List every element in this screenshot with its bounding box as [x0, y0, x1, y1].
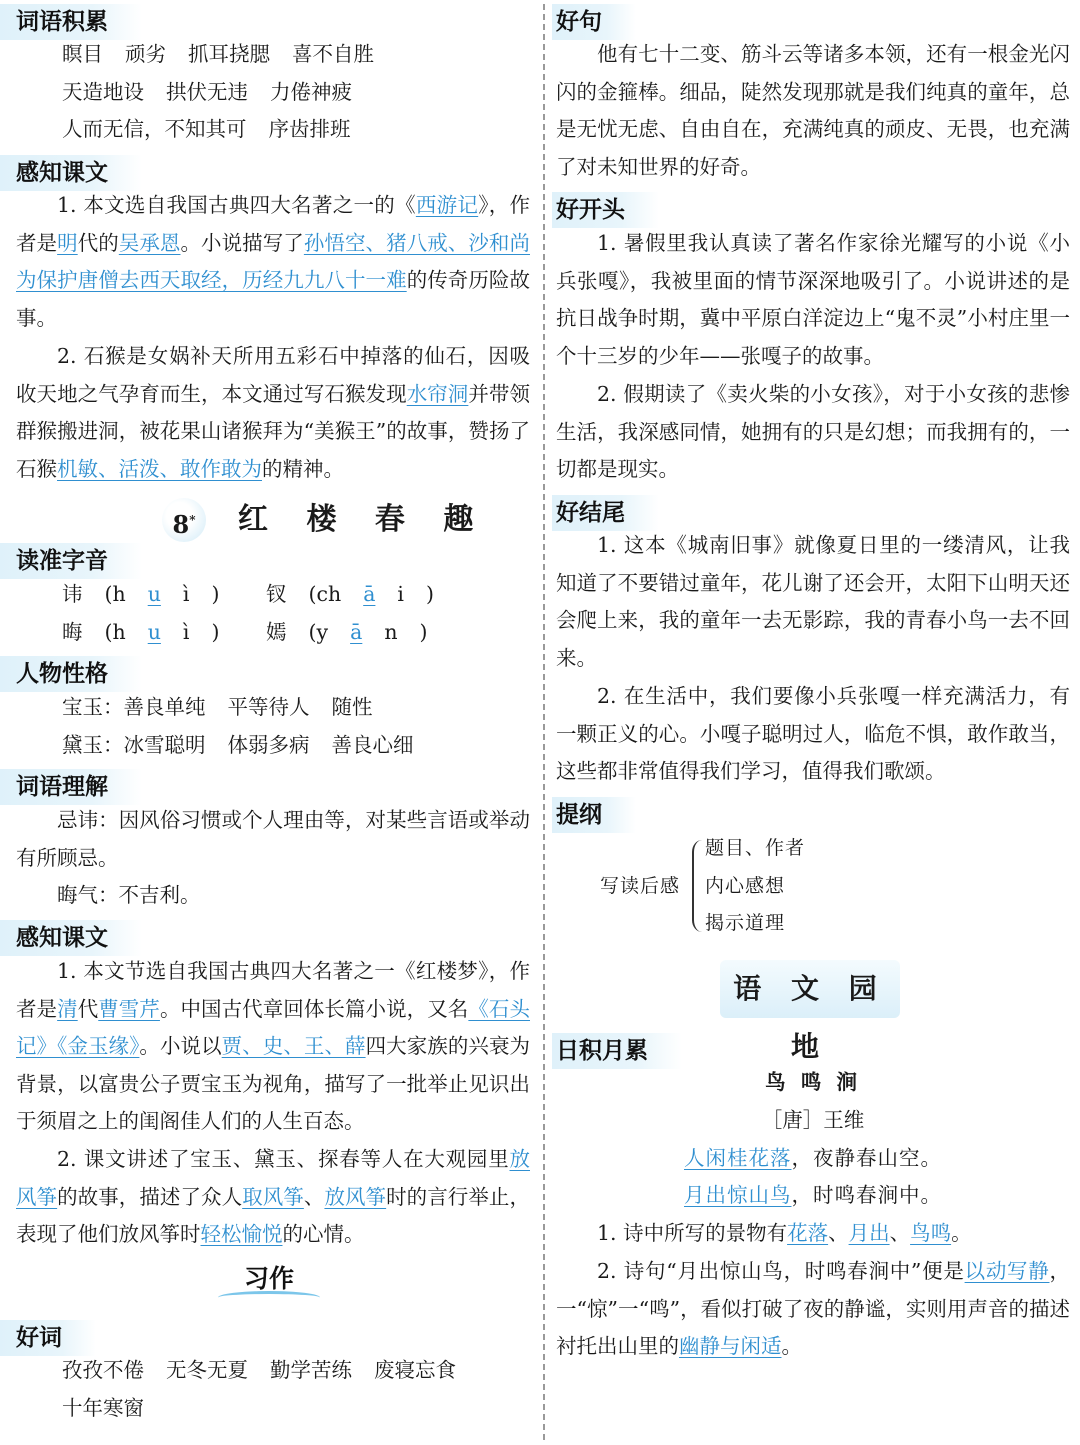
answer-highlight: 放风筝	[16, 1147, 530, 1209]
word: 十年寒窗	[62, 1395, 144, 1420]
outline-item: 题目、作者	[705, 837, 806, 859]
text: 的心情。	[282, 1222, 365, 1247]
trait: 黛玉：冰雪聪明	[62, 732, 206, 757]
section-header-renwu: 人物性格	[0, 656, 142, 692]
word-list-haoci	[62, 1352, 478, 1427]
word-row	[62, 74, 396, 112]
word: 喜不自胜	[292, 42, 374, 66]
answer-highlight: 西游记	[415, 193, 479, 217]
yuwen-yuandi-title: 语 文 园 地	[720, 960, 900, 1018]
answer-highlight: 《石头记》《金玉缘》	[16, 996, 530, 1059]
word: 人而无信，不知其可	[62, 117, 247, 142]
section-header-haojiewei: 好结尾	[552, 495, 659, 531]
paragraph-haoju: 他有七十二变、筋斗云等诸多本领，还有一根金光闪闪的金箍棒。细品，陡然发现那就是我们纯真的童年，总是无忧无虑、自由自在，充满纯真的顽皮、无畏，也充满了对未知世界的好奇。	[556, 42, 1070, 179]
paragraph-rijiyuelei-2	[556, 1253, 1070, 1366]
text: 。	[781, 1334, 802, 1359]
text: 。小说描写了	[180, 230, 304, 255]
text: 代的	[77, 230, 119, 255]
text: 并带领群猴搬进洞，被花果山诸猴拜为“美猴王”的故事，赞扬了石猴	[16, 381, 530, 481]
text: ，夜静春山空。	[791, 1146, 942, 1170]
paragraph-ganzhi-2-2	[16, 1141, 530, 1254]
pinyin-item: 钗 (ch ā i )	[266, 582, 434, 606]
character-traits-list	[62, 689, 436, 764]
paragraph-haokaitou-1: 1. 暑假里我认真读了著名作家徐光耀写的小说《小兵张嘎》，我被里面的情节深深地吸引了。小说讲述的是抗日战争时期，冀中平原白洋淀边上“鬼不灵”小村庄里一个十三岁的少年——张嘎子的故事。	[556, 231, 1070, 368]
answer-highlight: 月出惊山鸟	[684, 1183, 792, 1207]
section-header-rijiyuelei: 日积月累	[552, 1033, 682, 1069]
section-header-duzhun: 读准字音	[0, 543, 142, 579]
text: 1. 本文选自我国古典四大名著之一的《	[57, 193, 416, 217]
answer-highlight: 鸟鸣	[910, 1221, 952, 1245]
trait: 随性	[331, 695, 373, 719]
pinyin-row	[62, 614, 456, 652]
text: 2. 石猴是女娲补天所用五彩石中掉落的仙石，因吸收天地之气孕育而生，本文通过写石猴发现	[16, 344, 530, 406]
word: 无冬无夏	[166, 1358, 248, 1382]
outline-root: 写读后感	[600, 875, 681, 897]
answer-highlight: 清	[57, 996, 78, 1021]
text: 的精神。	[262, 456, 344, 481]
pinyin-highlight: ā	[363, 582, 376, 606]
pinyin: ì	[182, 619, 190, 644]
word-row	[62, 111, 396, 149]
word: 抓耳挠腮	[188, 42, 270, 66]
text: 、	[889, 1221, 911, 1245]
text: ，时鸣春涧中。	[791, 1183, 942, 1207]
column-divider	[543, 4, 545, 1440]
outline-brace	[692, 840, 704, 932]
trait-row	[62, 689, 436, 727]
text: 1. 本文节选自我国古典四大名著之一《红楼梦》，作者是	[16, 959, 530, 1021]
word-row	[62, 1352, 478, 1390]
pinyin-row	[62, 576, 456, 614]
text: 的传奇历险故事。	[16, 268, 530, 330]
trait: 宝玉：善良单纯	[62, 695, 206, 719]
pinyin: i	[397, 582, 404, 606]
text: 。小说以	[139, 1034, 222, 1059]
text: 。	[951, 1221, 972, 1245]
answer-highlight: 吴承恩	[118, 230, 181, 255]
word: 瞑目	[62, 42, 103, 66]
word-row	[62, 36, 396, 74]
paragraph-haokaitou-2: 2. 假期读了《卖火柴的小女孩》，对于小女孩的悲惨生活，我深感同情，她拥有的只是幻想；而我拥有的，一切都是现实。	[556, 382, 1070, 482]
word: 顽劣	[125, 42, 166, 66]
word: 拱伏无违	[166, 79, 248, 104]
answer-highlight: 贾、史、王、薛	[221, 1034, 366, 1059]
paragraph-haojiewei-1: 1. 这本《城南旧事》就像夏日里的一缕清风，让我知道了不要错过童年，花儿谢了还会开，太阳下山明天还会爬上来，我的童年一去无影踪，我的青春小鸟一去不回来。	[556, 533, 1070, 670]
pinyin: ì	[182, 582, 190, 606]
pinyin-list	[62, 576, 456, 651]
outline-items	[705, 830, 805, 943]
trait: 善良心细	[331, 732, 414, 757]
answer-highlight: 放风筝	[324, 1184, 387, 1209]
section-header-haoci: 好词	[0, 1320, 96, 1356]
answer-highlight: 孙悟空、猪八戒、沙和尚为保护唐僧去西天取经，历经九九八十一难	[16, 230, 530, 293]
section-header-ganzhi-1: 感知课文	[0, 155, 142, 191]
answer-highlight: 以动写静	[964, 1259, 1050, 1283]
text: 代	[77, 996, 99, 1021]
pinyin: h	[112, 619, 126, 644]
answer-highlight: 轻松愉悦	[200, 1222, 283, 1247]
xizuo-title: 习作	[212, 1262, 326, 1308]
character: 晦	[62, 619, 83, 644]
answer-highlight: 曹雪芹	[98, 996, 160, 1021]
lesson-title: 红 楼 春 趣	[238, 502, 488, 537]
pinyin-highlight: u	[147, 582, 161, 606]
section-header-tigang: 提纲	[552, 797, 636, 833]
answer-highlight: 机敏、活泼、敢作敢为	[57, 456, 262, 481]
text: 2. 课文讲述了宝玉、黛玉、探春等人在大观园里	[57, 1147, 510, 1171]
text: 1. 诗中所写的景物有	[597, 1221, 788, 1245]
poem-line-2	[552, 1177, 1074, 1215]
section-header-haokaitou: 好开头	[552, 192, 659, 228]
poem-author: ［唐］王维	[761, 1108, 865, 1132]
pinyin-item: 嫣 (y ā n )	[266, 619, 428, 644]
answer-highlight: 花落	[787, 1221, 829, 1245]
pinyin-highlight: u	[147, 619, 161, 644]
answer-highlight: 明	[57, 230, 78, 255]
word: 孜孜不倦	[62, 1358, 144, 1382]
answer-highlight: 幽静与闲适	[679, 1334, 782, 1359]
text: 时的言行举止，表现了他们放风筝时	[16, 1184, 530, 1247]
paragraph-ganzhi-1-1	[16, 187, 530, 337]
section-header-ganzhi-2: 感知课文	[0, 920, 142, 956]
pinyin: n	[384, 619, 398, 644]
trait-row	[62, 727, 436, 765]
section-header-ciyu-jilei: 词语积累	[0, 4, 142, 40]
character: 讳	[62, 582, 83, 606]
answer-highlight: 人闲桂花落	[684, 1146, 792, 1170]
section-header-haoju: 好句	[552, 4, 636, 40]
word: 天造地设	[62, 79, 144, 104]
lesson-mark: *	[189, 513, 196, 527]
outline-item: 内心感想	[705, 874, 786, 897]
paragraph-lijie-2: 晦气：不吉利。	[57, 883, 201, 907]
word-row	[62, 1390, 478, 1428]
outline-item: 揭示道理	[705, 912, 786, 935]
pinyin: y	[316, 619, 329, 644]
paragraph-ganzhi-2-1	[16, 953, 530, 1141]
word: 废寝忘食	[374, 1358, 456, 1382]
word-list-ciyu-jilei	[62, 36, 396, 149]
lesson-number-badge	[162, 498, 206, 542]
poem-title: 鸟 鸣 涧	[765, 1070, 861, 1094]
poem-line-1	[552, 1140, 1074, 1178]
pinyin-highlight: ā	[350, 619, 363, 644]
pinyin: ch	[316, 582, 342, 606]
word: 序齿排班	[268, 117, 351, 142]
text: 、	[303, 1184, 325, 1209]
text: 》，作者是	[16, 193, 530, 255]
word: 勤学苦练	[270, 1358, 352, 1382]
text: 四大家族的兴衰为背景，以富贵公子贾宝玉为视角，描写了一批举止见识出于须眉之上的闺阁佳人们的人生百态。	[16, 1034, 531, 1134]
trait: 平等待人	[227, 695, 310, 719]
trait: 体弱多病	[227, 732, 310, 757]
lesson-number: 8	[172, 510, 190, 539]
pinyin: h	[112, 582, 126, 606]
word: 力倦神疲	[270, 79, 352, 104]
text: 、	[828, 1221, 849, 1245]
answer-highlight: 月出	[848, 1221, 890, 1245]
answer-highlight: 水帘洞	[406, 381, 469, 406]
text: 。中国古代章回体长篇小说，又名	[159, 996, 469, 1021]
answer-highlight: 取风筝	[242, 1184, 304, 1209]
paragraph-lijie-1: 忌讳：因风俗习惯或个人理由等，对某些言语或举动有所顾忌。	[16, 808, 530, 870]
paragraph-rijiyuelei-1	[556, 1215, 1070, 1253]
pinyin-item: 讳 (h u ì )	[62, 582, 220, 606]
character: 嫣	[266, 619, 287, 644]
pinyin-item: 晦 (h u ì )	[62, 619, 220, 644]
text: 2. 诗句“月出惊山鸟，时鸣春涧中”便是	[597, 1259, 965, 1283]
paragraph-ganzhi-1-2	[16, 338, 530, 488]
character: 钗	[266, 582, 287, 606]
paragraph-haojiewei-2: 2. 在生活中，我们要像小兵张嘎一样充满活力，有一颗正义的心。小嘎子聪明过人，临危不惧，敢作敢当，这些都非常值得我们学习，值得我们歌颂。	[556, 684, 1070, 784]
section-header-lijie: 词语理解	[0, 769, 142, 805]
text: ，一“惊”一“鸣”，看似打破了夜的静谧，实则用声音的描述衬托出山里的	[556, 1259, 1070, 1359]
text: 的故事，描述了众人	[57, 1184, 243, 1209]
